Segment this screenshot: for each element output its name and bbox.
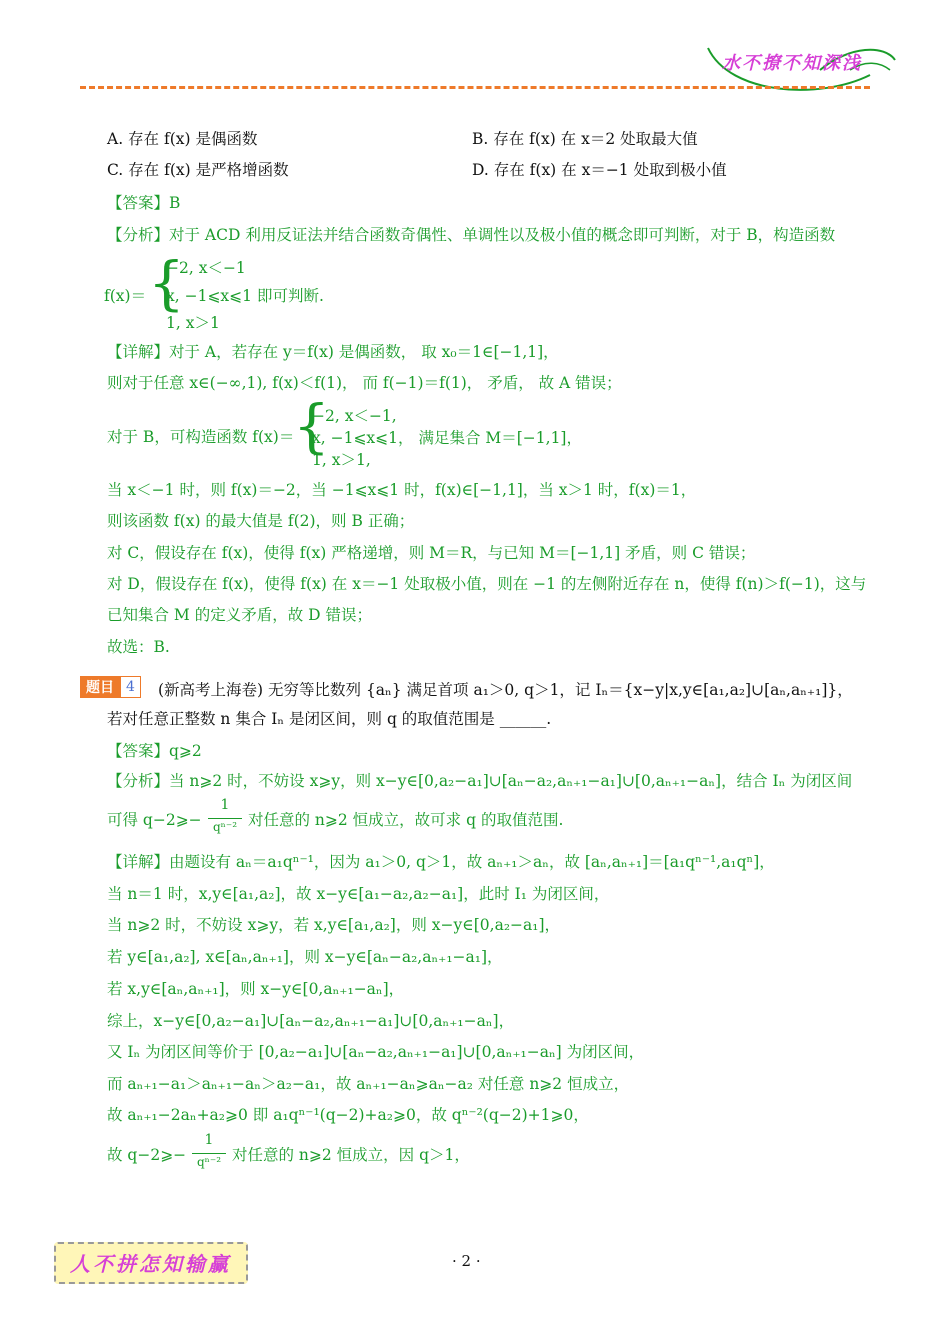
q4-answer: 【答案】q⩾2 [107, 742, 202, 760]
q3-detail-case: x, −1⩽x⩽1， 满足集合 M＝[−1,1]， [312, 429, 582, 447]
question-badge [80, 676, 141, 698]
q4-analysis-fraction-bar [208, 818, 242, 819]
q3-detail-line: 当 x＜−1 时，则 f(x)＝−2，当 −1⩽x⩽1 时，f(x)∈[−1,1]，当 x＞1 时，f(x)＝1， [107, 481, 697, 499]
q3-analysis-case: 1, x＞1 [166, 314, 220, 332]
q4-detail-line: 当 n⩾2 时，不妨设 x⩾y，若 x,y∈[a₁,a₂]，则 x−y∈[0,a₂−a₁]， [107, 916, 561, 934]
q3-analysis-case: −2, x＜−1 [166, 259, 246, 277]
q4-analysis-fraction-numerator: 1 [220, 797, 230, 813]
q4-stem-line: 若对任意正整数 n 集合 Iₙ 是闭区间，则 q 的取值范围是 ______. [107, 710, 552, 728]
q4-detail-line: 又 Iₙ 为闭区间等价于 [0,a₂−a₁]∪[aₙ−a₂,aₙ₊₁−a₁]∪[0,aₙ₊₁−aₙ] 为闭区间， [107, 1043, 645, 1061]
q3-detail-line: 则该函数 f(x) 的最大值是 f(2)，则 B 正确； [107, 512, 415, 530]
q3-analysis-function-name: f(x)＝ [104, 287, 147, 305]
q4-detail-fraction-numerator: 1 [204, 1132, 214, 1148]
header-dashed-rule [80, 86, 870, 89]
q4-detail-fraction-denominator: qⁿ⁻² [196, 1155, 222, 1169]
q4-detail-line: 若 y∈[a₁,a₂], x∈[aₙ,aₙ₊₁]，则 x−y∈[aₙ−a₂,aₙ₊₁−a₁]， [107, 948, 503, 966]
q3-detail-case: −2, x＜−1, [312, 407, 397, 425]
q3-analysis-brace: { [148, 249, 185, 317]
q3-detail-line: 对 C，假设存在 f(x)，使得 f(x) 严格递增，则 M＝R，与已知 M＝[−1,1] 矛盾，则 C 错误； [107, 544, 756, 562]
q3-detail-case: 1, x＞1, [312, 451, 371, 469]
q3-answer: 【答案】B [107, 194, 181, 212]
q4-detail-line: 综上，x−y∈[0,a₂−a₁]∪[aₙ−a₂,aₙ₊₁−a₁]∪[0,aₙ₊₁−aₙ]， [107, 1012, 515, 1030]
q4-detail-fraction-bar [192, 1153, 226, 1154]
q4-detail-line: 若 x,y∈[aₙ,aₙ₊₁]，则 x−y∈[0,aₙ₊₁−aₙ]， [107, 980, 405, 998]
q3-detail-line: 已知集合 M 的定义矛盾，故 D 错误； [107, 606, 373, 624]
q4-detail-inequality-right: 对任意的 n⩾2 恒成立，因 q＞1， [232, 1146, 470, 1164]
option-d: D. 存在 f(x) 在 x＝−1 处取到极小值 [472, 161, 727, 179]
q4-stem-line: (新高考上海卷) 无穷等比数列 {aₙ} 满足首项 a₁＞0, q＞1，记 Iₙ＝{x−y|x,y∈[a₁,a₂]∪[aₙ,aₙ₊₁]}， [158, 681, 853, 699]
q4-analysis-inequality-right: 对任意的 n⩾2 恒成立，故可求 q 的取值范围. [248, 811, 564, 829]
q3-analysis-case: x, −1⩽x⩽1 即可判断. [166, 287, 324, 305]
q3-detail-line: 【详解】对于 A，若存在 y＝f(x) 是偶函数， 取 x₀＝1∈[−1,1]， [107, 343, 559, 361]
q4-detail-line: 【详解】由题设有 aₙ＝a₁qⁿ⁻¹，因为 a₁＞0, q＞1，故 aₙ₊₁＞aₙ，故 [aₙ,aₙ₊₁]＝[a₁qⁿ⁻¹,a₁qⁿ]， [107, 853, 775, 871]
page-number: · 2 · [452, 1252, 481, 1270]
q3-analysis-line: 【分析】对于 ACD 利用反证法并结合函数奇偶性、单调性以及极小值的概念即可判断，对于 B，构造函数 [107, 226, 836, 244]
q4-analysis-fraction-denominator: qⁿ⁻² [212, 820, 238, 834]
question-badge-label: 题目 [80, 676, 120, 698]
q3-detail-line: 则对于任意 x∈(−∞,1), f(x)＜f(1)， 而 f(−1)＝f(1)， 矛盾， 故 A 错误； [107, 374, 622, 392]
footer-stamp-text: 人不拼怎知输赢 [70, 1252, 231, 1276]
header-logo-text: 水不撩不知深浅 [722, 53, 862, 74]
q3-detail-line: 故选：B. [107, 638, 170, 656]
q4-detail-line: 当 n＝1 时，x,y∈[a₁,a₂]，故 x−y∈[a₁−a₂,a₂−a₁]，此时 I₁ 为闭区间， [107, 885, 610, 903]
q3-detail-line: 对 D，假设存在 f(x)，使得 f(x) 在 x＝−1 处取极小值，则在 −1 的左侧附近存在 n，使得 f(n)＞f(−1)，这与 [107, 575, 867, 593]
q3-detail-brace: { [293, 392, 330, 460]
question-badge-number: 4 [120, 676, 141, 698]
option-b: B. 存在 f(x) 在 x＝2 处取最大值 [472, 130, 698, 148]
q3-detail-function-name: 对于 B，可构造函数 f(x)＝ [107, 428, 295, 446]
option-a: A. 存在 f(x) 是偶函数 [107, 130, 258, 148]
option-c: C. 存在 f(x) 是严格增函数 [107, 161, 289, 179]
q4-detail-inequality-left: 故 q−2⩾− [107, 1146, 187, 1164]
q4-detail-line: 故 aₙ₊₁−2aₙ+a₂⩾0 即 a₁qⁿ⁻¹(q−2)+a₂⩾0，故 qⁿ⁻²(q−2)+1⩾0， [107, 1106, 589, 1124]
q4-analysis-line: 【分析】当 n⩾2 时，不妨设 x⩾y，则 x−y∈[0,a₂−a₁]∪[aₙ−a₂,aₙ₊₁−a₁]∪[0,aₙ₊₁−aₙ]，结合 Iₙ 为闭区间 [107, 772, 853, 790]
q4-detail-line: 而 aₙ₊₁−a₁＞aₙ₊₁−aₙ＞a₂−a₁，故 aₙ₊₁−aₙ⩾aₙ−a₂ 对任意 n⩾2 恒成立， [107, 1075, 630, 1093]
q4-analysis-inequality-left: 可得 q−2⩾− [107, 811, 202, 829]
